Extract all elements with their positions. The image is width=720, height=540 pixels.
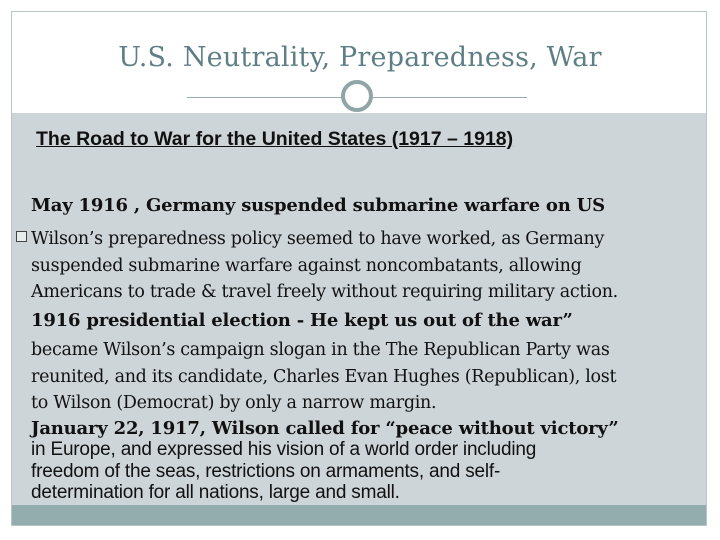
text-line: Americans to trade & travel freely without requiring military action.	[31, 282, 618, 302]
text-line: in Europe, and expressed his vision of a world order including	[31, 439, 537, 460]
text-line: to Wilson (Democrat) by only a narrow margin.	[31, 393, 437, 413]
text-line: January 22, 1917, Wilson called for “peace without victory”	[31, 418, 619, 439]
bottom-band	[12, 505, 706, 525]
circle-ornament-icon	[341, 80, 373, 112]
bullet-icon	[16, 231, 27, 242]
text-line: May 1916 , Germany suspended submarine warfare on US	[31, 195, 605, 216]
text-line: 1916 presidential election - He kept us out of the war”	[31, 310, 573, 331]
text-line: suspended submarine warfare against noncombatants, allowing	[31, 256, 582, 276]
slide-title: U.S. Neutrality, Preparedness, War	[118, 42, 602, 73]
text-line: reunited, and its candidate, Charles Evan Hughes (Republican), lost	[31, 367, 617, 387]
text-line: determination for all nations, large and small.	[31, 482, 400, 503]
slide-subtitle: The Road to War for the United States (1917 – 1918)	[36, 128, 514, 150]
text-line: became Wilson’s campaign slogan in the The Republican Party was	[31, 340, 610, 360]
text-line: Wilson’s preparedness policy seemed to have worked, as Germany	[31, 229, 605, 249]
text-line: freedom of the seas, restrictions on armaments, and self-	[31, 461, 501, 482]
